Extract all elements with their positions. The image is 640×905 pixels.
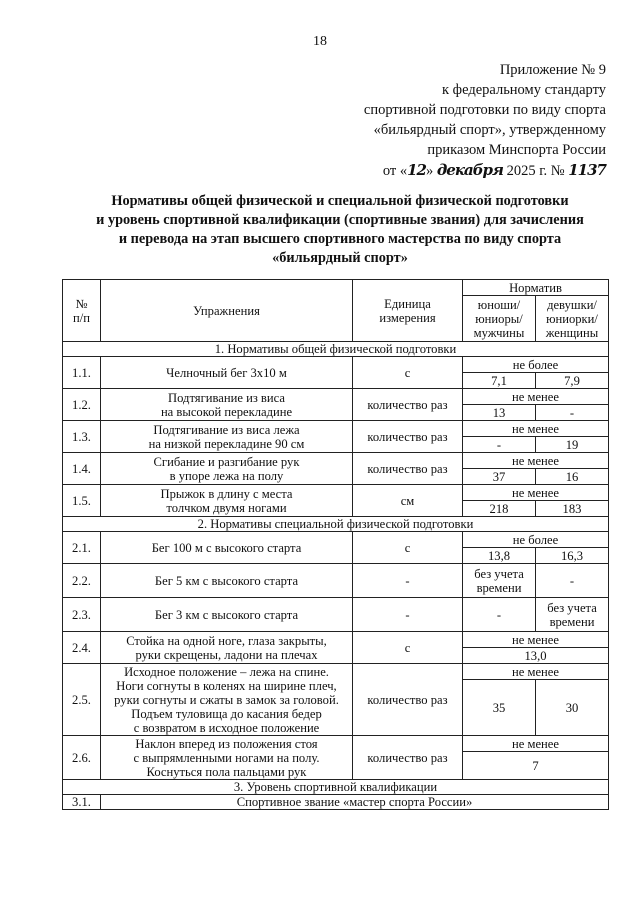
date-year: 2025 г. № — [506, 163, 565, 179]
row-exercise: Челночный бег 3х10 м — [101, 357, 353, 389]
row-num: 3.1. — [63, 795, 101, 810]
row-female-value: 16 — [536, 469, 609, 485]
header-norm: Норматив — [463, 280, 609, 296]
norms-table — [62, 279, 609, 810]
header-num: № п/п — [63, 280, 101, 342]
row-exercise: Бег 5 км с высокого старта — [101, 564, 353, 598]
row-unit: с — [353, 632, 463, 664]
row-num: 1.1. — [63, 357, 101, 389]
row-condition: не менее — [463, 664, 609, 680]
date-prefix: от « — [382, 163, 408, 179]
row-condition: не менее — [463, 421, 609, 437]
row-female-value: - — [536, 564, 609, 598]
row-num: 2.6. — [63, 736, 101, 780]
table-row — [63, 632, 609, 648]
row-male-value: 218 — [463, 501, 536, 517]
row-female-value: - — [536, 405, 609, 421]
table-row — [63, 389, 609, 405]
row-exercise: Подтягивание из виса на высокой перекладине — [101, 389, 353, 421]
row-unit: количество раз — [353, 453, 463, 485]
row-num: 2.5. — [63, 664, 101, 736]
order-number: 1137 — [568, 161, 606, 179]
header-row — [63, 280, 609, 296]
date-day: 12 — [407, 161, 426, 179]
section-row — [63, 780, 609, 795]
section-1-title: 1. Нормативы общей физической подготовки — [63, 342, 609, 357]
row-exercise: Стойка на одной ноге, глаза закрыты, руки скрещены, ладони на плечах — [101, 632, 353, 664]
section-row — [63, 517, 609, 532]
section-3-title: 3. Уровень спортивной квалификации — [63, 780, 609, 795]
row-exercise: Бег 100 м с высокого старта — [101, 532, 353, 564]
row-condition: не менее — [463, 736, 609, 752]
row-male-value: без учета времени — [463, 564, 536, 598]
row-female-value: 19 — [536, 437, 609, 453]
row-unit: с — [353, 357, 463, 389]
row-qualification: Спортивное звание «мастер спорта России» — [101, 795, 609, 810]
appendix-header — [364, 60, 606, 181]
row-condition: не менее — [463, 453, 609, 469]
row-exercise: Подтягивание из виса лежа на низкой перекладине 90 см — [101, 421, 353, 453]
row-female-value: 7,9 — [536, 373, 609, 389]
row-num: 1.4. — [63, 453, 101, 485]
title-line: и уровень спортивной квалификации (спортивные звания) для зачисления — [96, 212, 584, 228]
row-num: 2.3. — [63, 598, 101, 632]
table-row — [63, 453, 609, 469]
row-condition: не менее — [463, 632, 609, 648]
table-row — [63, 564, 609, 598]
row-female-value: без учета времени — [536, 598, 609, 632]
table-row — [63, 795, 609, 810]
table-row — [63, 736, 609, 752]
table-row — [63, 532, 609, 548]
row-unit: количество раз — [353, 664, 463, 736]
row-unit: с — [353, 532, 463, 564]
table-row — [63, 664, 609, 680]
row-male-value: - — [463, 437, 536, 453]
appendix-line: к федеральному стандарту — [442, 82, 606, 98]
section-row — [63, 342, 609, 357]
appendix-date-line — [364, 160, 606, 181]
title-line: Нормативы общей физической и специальной физической подготовки — [111, 193, 569, 209]
row-male-value: 37 — [463, 469, 536, 485]
page-number: 18 — [313, 34, 327, 49]
row-exercise: Прыжок в длину с места толчком двумя ногами — [101, 485, 353, 517]
row-condition: не более — [463, 532, 609, 548]
row-male-value: 35 — [463, 680, 536, 736]
row-num: 2.4. — [63, 632, 101, 664]
row-num: 1.5. — [63, 485, 101, 517]
header-male: юноши/ юниоры/ мужчины — [463, 296, 536, 342]
row-condition: не более — [463, 357, 609, 373]
date-month: декабря — [436, 161, 503, 179]
row-unit: см — [353, 485, 463, 517]
row-male-value: - — [463, 598, 536, 632]
row-combined-value: 7 — [463, 752, 609, 780]
row-condition: не менее — [463, 485, 609, 501]
row-female-value: 183 — [536, 501, 609, 517]
title-line: и перевода на этап высшего спортивного мастерства по виду спорта — [118, 231, 562, 247]
table-row — [63, 357, 609, 373]
row-condition: не менее — [463, 389, 609, 405]
title-line: «бильярдный спорт» — [272, 250, 408, 266]
row-male-value: 13,8 — [463, 548, 536, 564]
row-exercise: Исходное положение – лежа на спине. Ноги согнуты в коленях на ширине плеч, руки согнуты и сжаты в замок за головой. Подъем туловища до касания бедер с возвратом в исходное положение — [101, 664, 353, 736]
header-unit: Единица измерения — [353, 280, 463, 342]
row-num: 1.3. — [63, 421, 101, 453]
row-female-value: 16,3 — [536, 548, 609, 564]
table-row — [63, 421, 609, 437]
row-female-value: 30 — [536, 680, 609, 736]
date-mid: » — [425, 163, 434, 179]
appendix-line: спортивной подготовки по виду спорта — [363, 102, 606, 118]
row-unit: - — [353, 564, 463, 598]
header-exercise: Упражнения — [101, 280, 353, 342]
table-row — [63, 485, 609, 501]
row-unit: количество раз — [353, 389, 463, 421]
appendix-line: «бильярдный спорт», утвержденному — [373, 122, 606, 138]
section-2-title: 2. Нормативы специальной физической подготовки — [63, 517, 609, 532]
appendix-line: Приложение № 9 — [499, 62, 606, 78]
row-num: 1.2. — [63, 389, 101, 421]
row-num: 2.2. — [63, 564, 101, 598]
row-male-value: 7,1 — [463, 373, 536, 389]
header-female: девушки/ юниорки/ женщины — [536, 296, 609, 342]
appendix-line: приказом Минспорта России — [427, 142, 606, 158]
row-male-value: 13 — [463, 405, 536, 421]
row-unit: количество раз — [353, 421, 463, 453]
row-combined-value: 13,0 — [463, 648, 609, 664]
row-exercise: Наклон вперед из положения стоя с выпрямленными ногами на полу. Коснуться пола пальцами рук — [101, 736, 353, 780]
row-num: 2.1. — [63, 532, 101, 564]
row-unit: количество раз — [353, 736, 463, 780]
row-exercise: Бег 3 км с высокого старта — [101, 598, 353, 632]
row-exercise: Сгибание и разгибание рук в упоре лежа на полу — [101, 453, 353, 485]
document-title — [60, 192, 620, 268]
row-unit: - — [353, 598, 463, 632]
table-row — [63, 598, 609, 632]
